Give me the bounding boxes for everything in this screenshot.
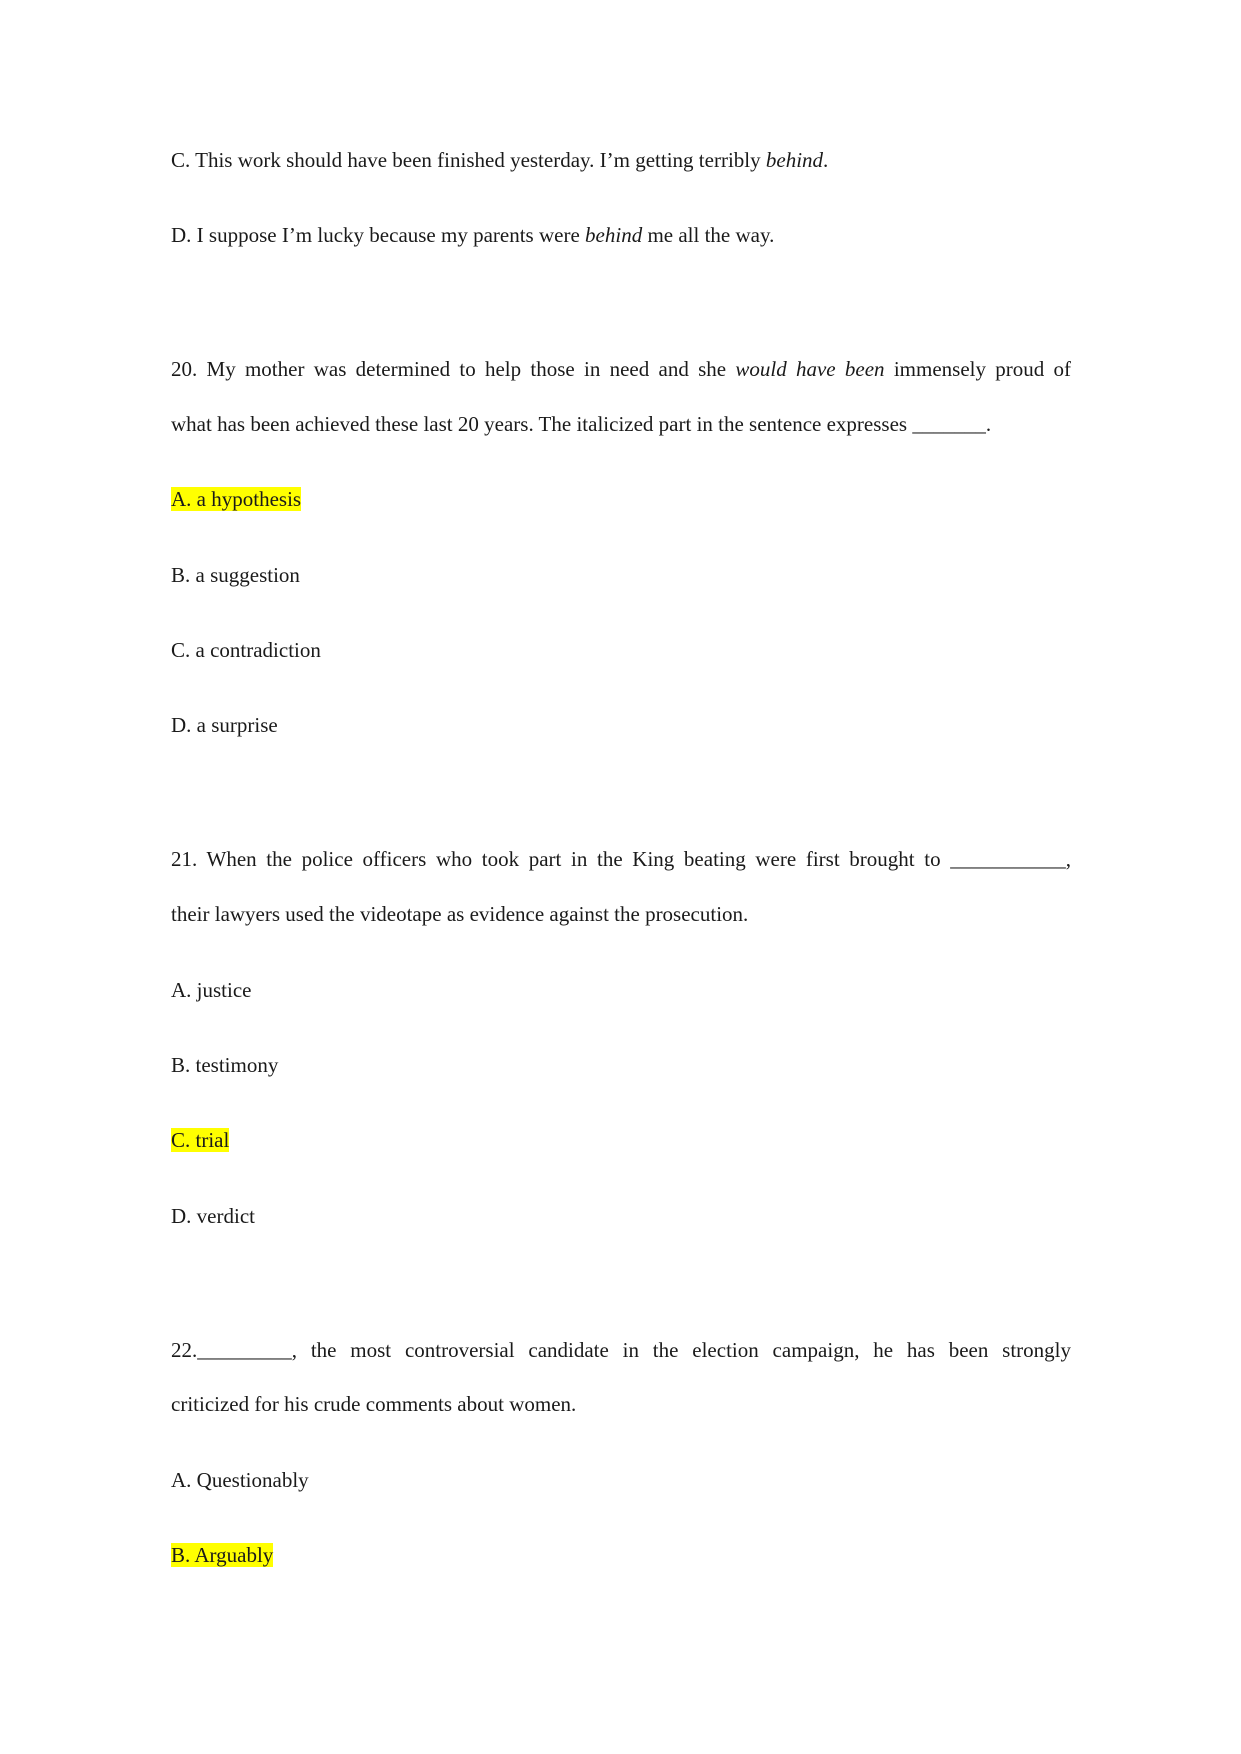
q19-option-c-text: C. This work should have been finished yesterday. I’m getting terribly	[171, 148, 766, 172]
q20-option-a-highlighted: A. a hypothesis	[171, 487, 302, 511]
q22-stem-line-2: criticized for his crude comments about women.	[171, 1392, 577, 1416]
q20-stem-line-1	[171, 355, 1071, 383]
q21-stem-line-2: their lawyers used the videotape as evidence against the prosecution.	[171, 902, 749, 926]
q20-stem-tail: immensely proud of	[884, 357, 1071, 381]
q19-option-d-text: D. I suppose I’m lucky because my parents were	[171, 223, 586, 247]
q20-stem-line-2: what has been achieved these last 20 years. The italicized part in the sentence expresses _______.	[171, 412, 992, 436]
q20-option-d: D. a surprise	[171, 713, 278, 737]
q21-option-d: D. verdict	[171, 1204, 255, 1228]
q19-option-c-italic: behind	[765, 148, 824, 172]
q22-option-b	[171, 1541, 273, 1569]
q21-option-c-highlighted: C. trial	[171, 1128, 230, 1152]
q20-stem-text: 20. My mother was determined to help those in need and she	[171, 357, 736, 381]
q19-option-d	[171, 221, 774, 249]
q19-option-d-tail: me all the way.	[642, 223, 775, 247]
q21-option-a: A. justice	[171, 978, 252, 1002]
q20-option-a	[171, 485, 301, 513]
q21-stem-line-1: 21. When the police officers who took part in the King beating were first brought to ___________,	[171, 847, 1071, 871]
q20-stem-italic: would have been	[735, 357, 885, 381]
q22-stem-line-1: 22._________, the most controversial candidate in the election campaign, he has been strongly	[171, 1338, 1071, 1362]
q22-option-a: A. Questionably	[171, 1468, 309, 1492]
q19-option-d-italic: behind	[585, 223, 643, 247]
q22-option-b-highlighted: B. Arguably	[171, 1543, 274, 1567]
q20-option-c: C. a contradiction	[171, 638, 321, 662]
q21-option-c	[171, 1126, 229, 1154]
q19-option-c	[171, 146, 828, 174]
q21-option-b: B. testimony	[171, 1053, 279, 1077]
q19-option-c-tail: .	[823, 148, 829, 172]
q20-option-b: B. a suggestion	[171, 563, 300, 587]
